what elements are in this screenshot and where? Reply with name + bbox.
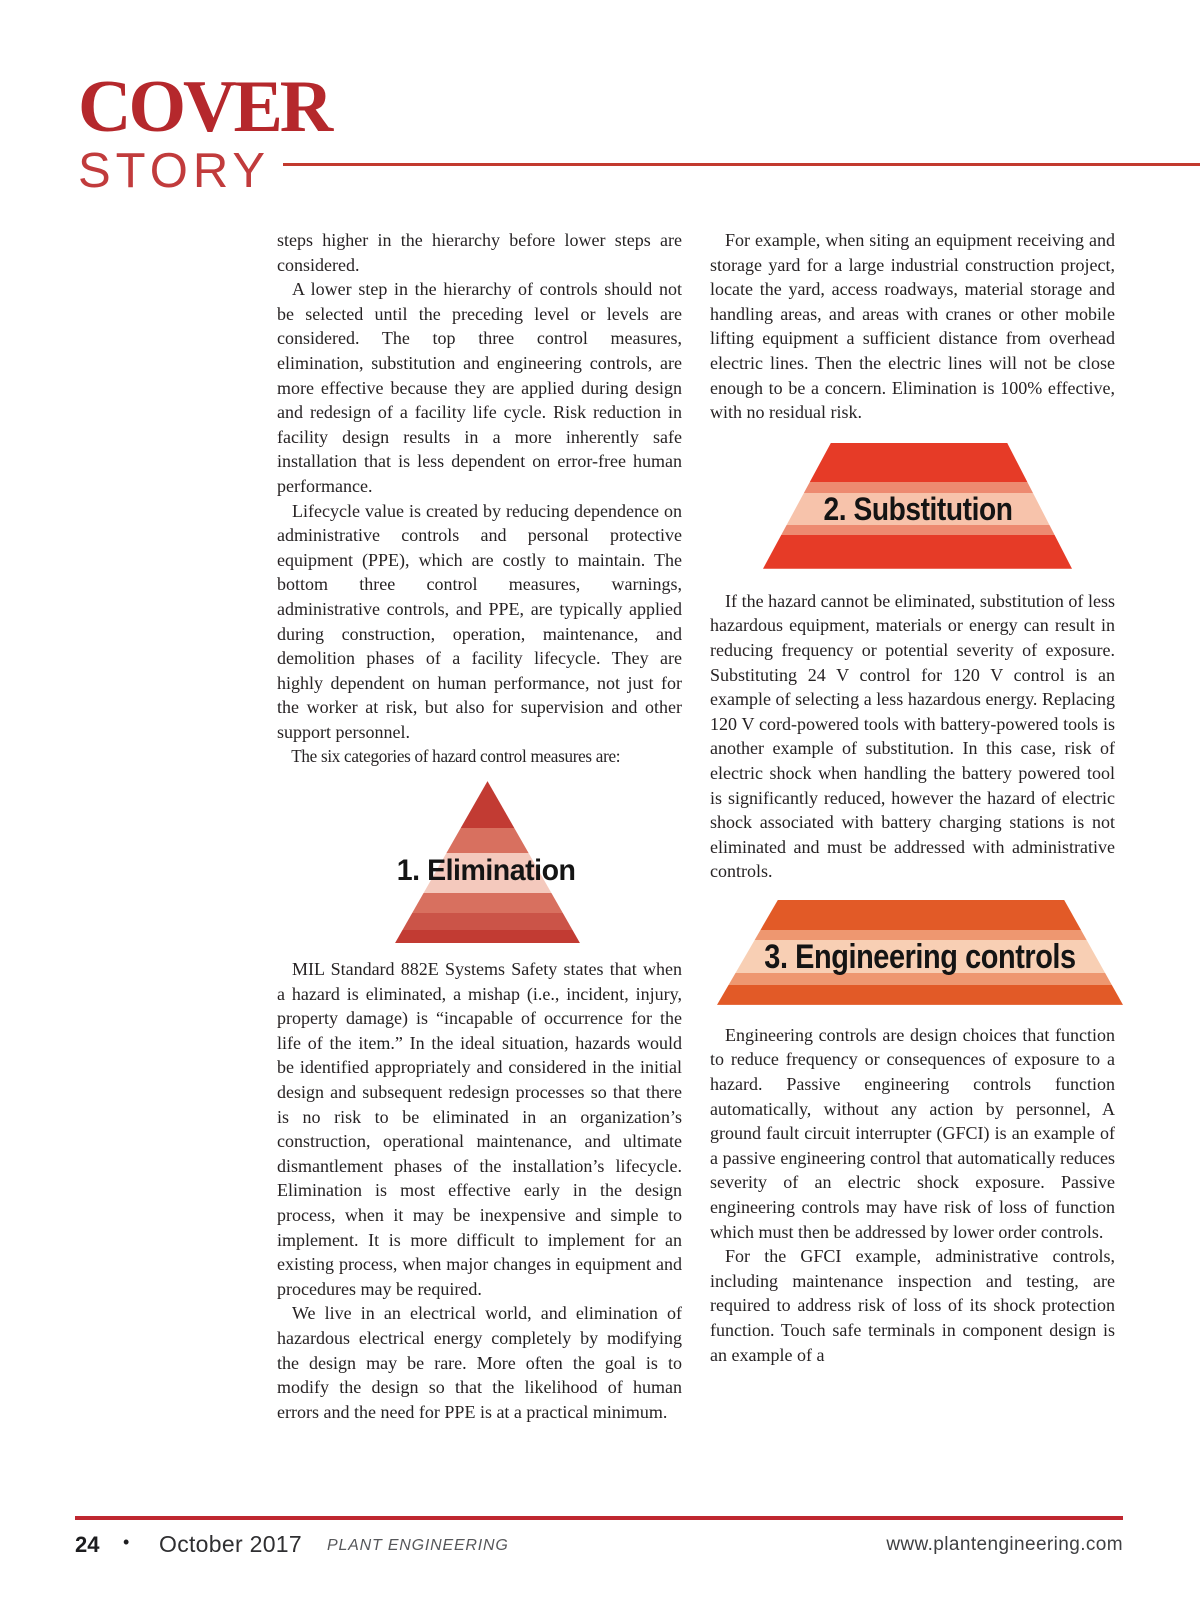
figure-label-elimination: 1. Elimination (396, 854, 575, 888)
left-text-column (277, 228, 682, 1424)
pyramid-band (763, 535, 1072, 569)
pyramid-band (395, 893, 580, 913)
paragraph: steps higher in the hierarchy before lower steps are considered. (277, 230, 682, 275)
paragraph: If the hazard cannot be eliminated, substitution of less hazardous equipment, materials or energy can result in reducing frequency or potential severity of exposure. Substituting 24 V control for 120 V control is an example of selecting a less hazardous energy. Replacing 120 V cord-powered tools with battery-powered tools is another example of substitution. In this case, risk of electric shock when handling the battery powered tool is significantly reduced, however the hazard of electric shock associated with battery charging stations is not eliminated and must be addressed with administrative controls. (710, 590, 1115, 882)
magazine-name: PLANT ENGINEERING (327, 1537, 509, 1554)
pyramid-band (395, 913, 580, 930)
footer-rule (75, 1516, 1123, 1520)
right-text-column (710, 228, 1115, 1367)
masthead-cover-text: COVER (78, 66, 331, 148)
page-footer (75, 1530, 1123, 1564)
pyramid-band (395, 828, 580, 853)
paragraph: MIL Standard 882E Systems Safety states that when a hazard is eliminated, a mishap (i.e., incident, injury, property damage) is “incapable of occurrence for the life of the item.” In the ideal situation, hazards would be identified appropriately and considered in the initial design and subsequent redesign processes so that there is no risk to be eliminated in an organization’s construction, operational maintenance, and ultimate dismantlement phases of the installation’s lifecycle. Elimination is most effective early in the design process, when it may be inexpensive and simple to implement. It is more difficult to implement for an existing process, when major changes in equipment and procedures may be required. (277, 959, 682, 1299)
paragraph: We live in an electrical world, and elimination of hazardous electrical energy completely by modifying the design may be rare. More often the goal is to modify the design so that the likelihood of human errors and the need for PPE is at a practical minimum. (277, 1303, 682, 1422)
paragraph: Lifecycle value is created by reducing dependence on administrative controls and personal protective equipment (PPE), which are costly to maintain. The bottom three control measures, warnings, administrative controls, and PPE, are typically applied during construction, operation, maintenance, and demolition phases of a facility lifecycle. They are highly dependent on human performance, not just for the worker at risk, but also for supervision and other support personnel. (277, 500, 682, 742)
pyramid-band (763, 443, 1072, 482)
figure-label-substitution: 2. Substitution (823, 490, 1012, 527)
footer-bullet: • (123, 1532, 130, 1552)
page-number: 24 (75, 1532, 100, 1557)
issue-date: October 2017 (159, 1531, 302, 1557)
paragraph: For example, when siting an equipment receiving and storage yard for a large industrial construction project, locate the yard, access roadways, material storage and handling areas, and areas with cranes or other mobile lifting equipment a sufficient distance from overhead electric lines. Then the electric lines will not be close enough to be a concern. Elimination is 100% effective, with no residual risk. (710, 230, 1115, 423)
engineering-controls-trapezoid-figure (717, 900, 1123, 1005)
pyramid-band (395, 781, 580, 828)
header-rule (283, 163, 1200, 166)
paragraph: The six categories of hazard control measures are: (291, 746, 621, 767)
figure-label-engineering-controls: 3. Engineering controls (764, 937, 1076, 976)
cover-story-masthead (78, 66, 331, 198)
elimination-pyramid-figure (395, 781, 580, 943)
paragraph: A lower step in the hierarchy of controls should not be selected until the preceding level or levels are considered. The top three control measures, elimination, substitution and engineering controls, are more effective because they are applied during design and redesign of a facility life cycle. Risk reduction in facility design results in a more inherently safe installation that is less dependent on error-free human performance. (277, 279, 682, 496)
paragraph: Engineering controls are design choices that function to reduce frequency or consequences of exposure to a hazard. Passive engineering controls function automatically, without any action by personnel, A ground fault circuit interrupter (GFCI) is an example of a passive engineering control that automatically reduces severity of an electric shock exposure. Passive engineering controls may have risk of loss of function which must then be addressed by lower order controls. (710, 1024, 1115, 1242)
pyramid-band (395, 930, 580, 943)
pyramid-band (717, 900, 1123, 930)
paragraph: For the GFCI example, administrative controls, including maintenance inspection and testing, are required to address risk of loss of its shock protection function. Touch safe terminals in component design is an example of a (710, 1246, 1115, 1365)
masthead-story-text: STORY (78, 144, 271, 198)
pyramid-band (717, 985, 1123, 1005)
substitution-trapezoid-figure (763, 443, 1072, 569)
website-url: www.plantengineering.com (886, 1534, 1123, 1555)
